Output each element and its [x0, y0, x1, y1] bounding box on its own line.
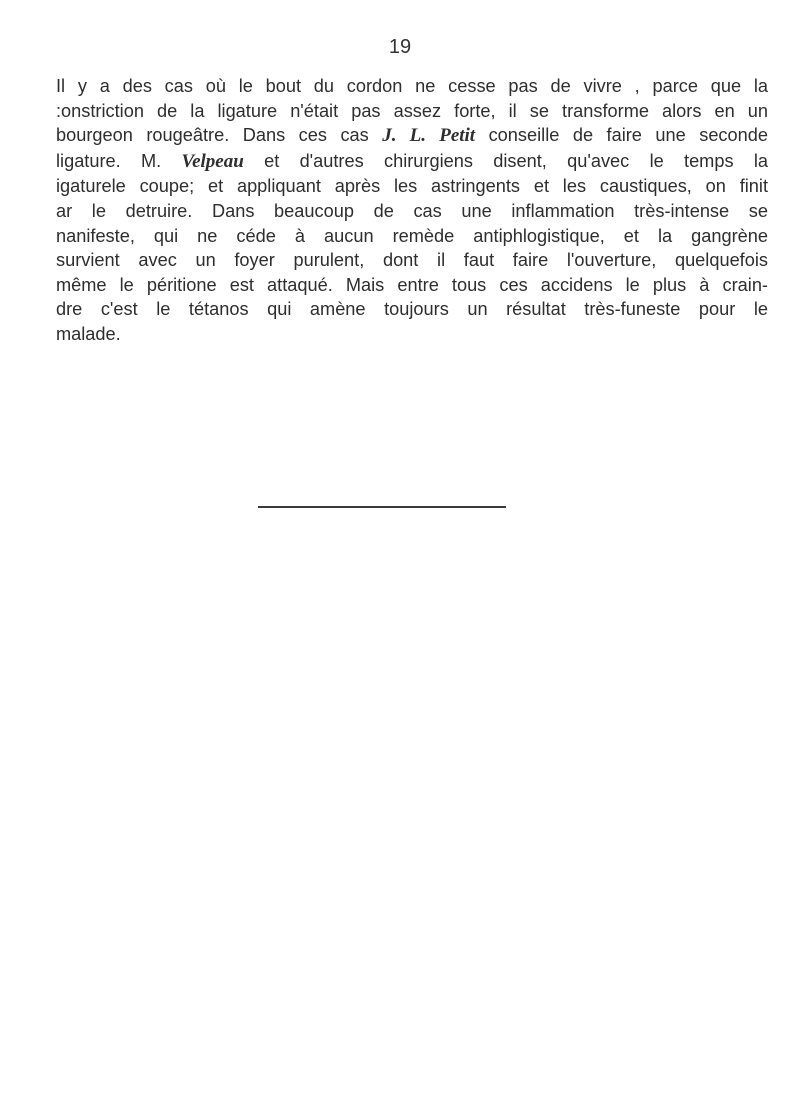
text-line: [56, 224, 768, 249]
text-run: ar le detruire. Dans beaucoup de cas une inflammation très-intense se: [56, 200, 768, 221]
text-run: Il y a des cas où le bout du cordon ne cesse pas de vivre , parce que la: [56, 76, 768, 96]
text-line: [56, 99, 768, 124]
text-line: [56, 248, 768, 273]
text-run: ligature. M.: [56, 150, 182, 171]
text-run: malade.: [56, 323, 121, 344]
text-line: [56, 174, 768, 199]
text-line: [56, 74, 768, 99]
body-paragraph: [56, 74, 768, 347]
text-run: même le péritione est attaqué. Mais entre tous ces accidens le plus à crain-: [56, 274, 768, 295]
text-run: igaturele coupe; et appliquant après les astringents et les caustiques, on finit: [56, 176, 768, 197]
text-line: [56, 123, 768, 149]
text-line: [56, 322, 768, 347]
text-run: bourgeon rougeâtre. Dans ces cas: [56, 125, 383, 146]
italic-name: Velpeau: [181, 150, 244, 172]
text-run: conseille de faire une seconde: [475, 125, 768, 146]
text-run: et d'autres chirurgiens disent, qu'avec le temps la: [243, 150, 769, 171]
text-run: :onstriction de la ligature n'était pas assez forte, il se transforme alors en un: [56, 100, 768, 121]
text-line: [56, 273, 768, 298]
page-number: 19: [388, 36, 412, 58]
text-line: [56, 149, 768, 175]
text-line: [56, 297, 768, 322]
text-run: nanifeste, qui ne céde à aucun remède antiphlogistique, et la gangrène: [56, 225, 768, 246]
horizontal-rule: [258, 506, 506, 508]
text-line: [56, 199, 768, 224]
text-run: survient avec un foyer purulent, dont il faut faire l'ouverture, quelquefois: [56, 250, 768, 271]
text-run: dre c'est le tétanos qui amène toujours un résultat très-funeste pour le: [56, 299, 768, 320]
italic-name: J. L. Petit: [382, 125, 476, 147]
